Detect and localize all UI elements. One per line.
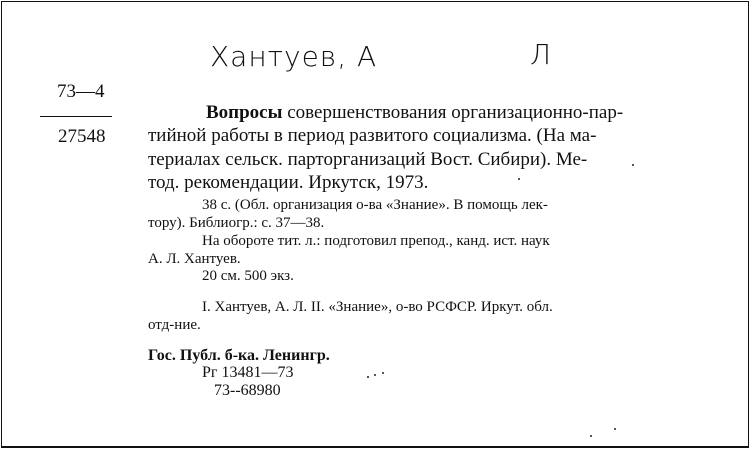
- shelf-mark-top: 73—4: [57, 81, 105, 102]
- shelf-divider: [40, 116, 112, 117]
- index-line-1: I. Хантуев, А. Л. II. «Знание», о-во РСФСР. Иркут. обл.: [202, 299, 553, 315]
- handwritten-mark: Л: [530, 38, 553, 71]
- speck: [518, 178, 520, 180]
- speck: [382, 372, 384, 374]
- title-line-2: тийной работы в период развитого социализма. (На ма-: [148, 125, 597, 146]
- speck: [632, 164, 634, 166]
- title-line-1: [206, 102, 623, 124]
- index-line-2: отд-ние.: [148, 317, 201, 333]
- detail-line-2: тору). Библиогр.: с. 37—38.: [148, 215, 325, 231]
- speck: [374, 374, 376, 376]
- library-registration: Рг 13481—73: [202, 364, 294, 381]
- title-line-3: териалах сельск. парторганизаций Вост. Сибири). Ме-: [148, 149, 588, 170]
- catalog-card: [1, 1, 749, 448]
- speck: [590, 435, 592, 437]
- library-number: 73--68980: [214, 382, 281, 399]
- library-name: Гос. Публ. б-ка. Ленингр.: [148, 347, 330, 364]
- detail-line-3: На обороте тит. л.: подготовил препод., канд. ист. наук: [202, 233, 550, 249]
- detail-line-1: 38 с. (Обл. организация о-ва «Знание». В помощь лек-: [202, 197, 548, 213]
- handwritten-author: Хантуев, А: [210, 40, 378, 73]
- detail-line-5: 20 см. 500 экз.: [202, 268, 294, 284]
- title-line-4: тод. рекомендации. Иркутск, 1973.: [148, 172, 429, 193]
- title-bold: Вопросы: [206, 102, 283, 123]
- speck: [614, 428, 616, 430]
- detail-line-4: А. Л. Хантуев.: [148, 251, 241, 267]
- speck: [367, 376, 369, 378]
- shelf-mark-bottom: 27548: [58, 126, 106, 147]
- title-rest: совершенствования организационно-пар-: [287, 102, 624, 123]
